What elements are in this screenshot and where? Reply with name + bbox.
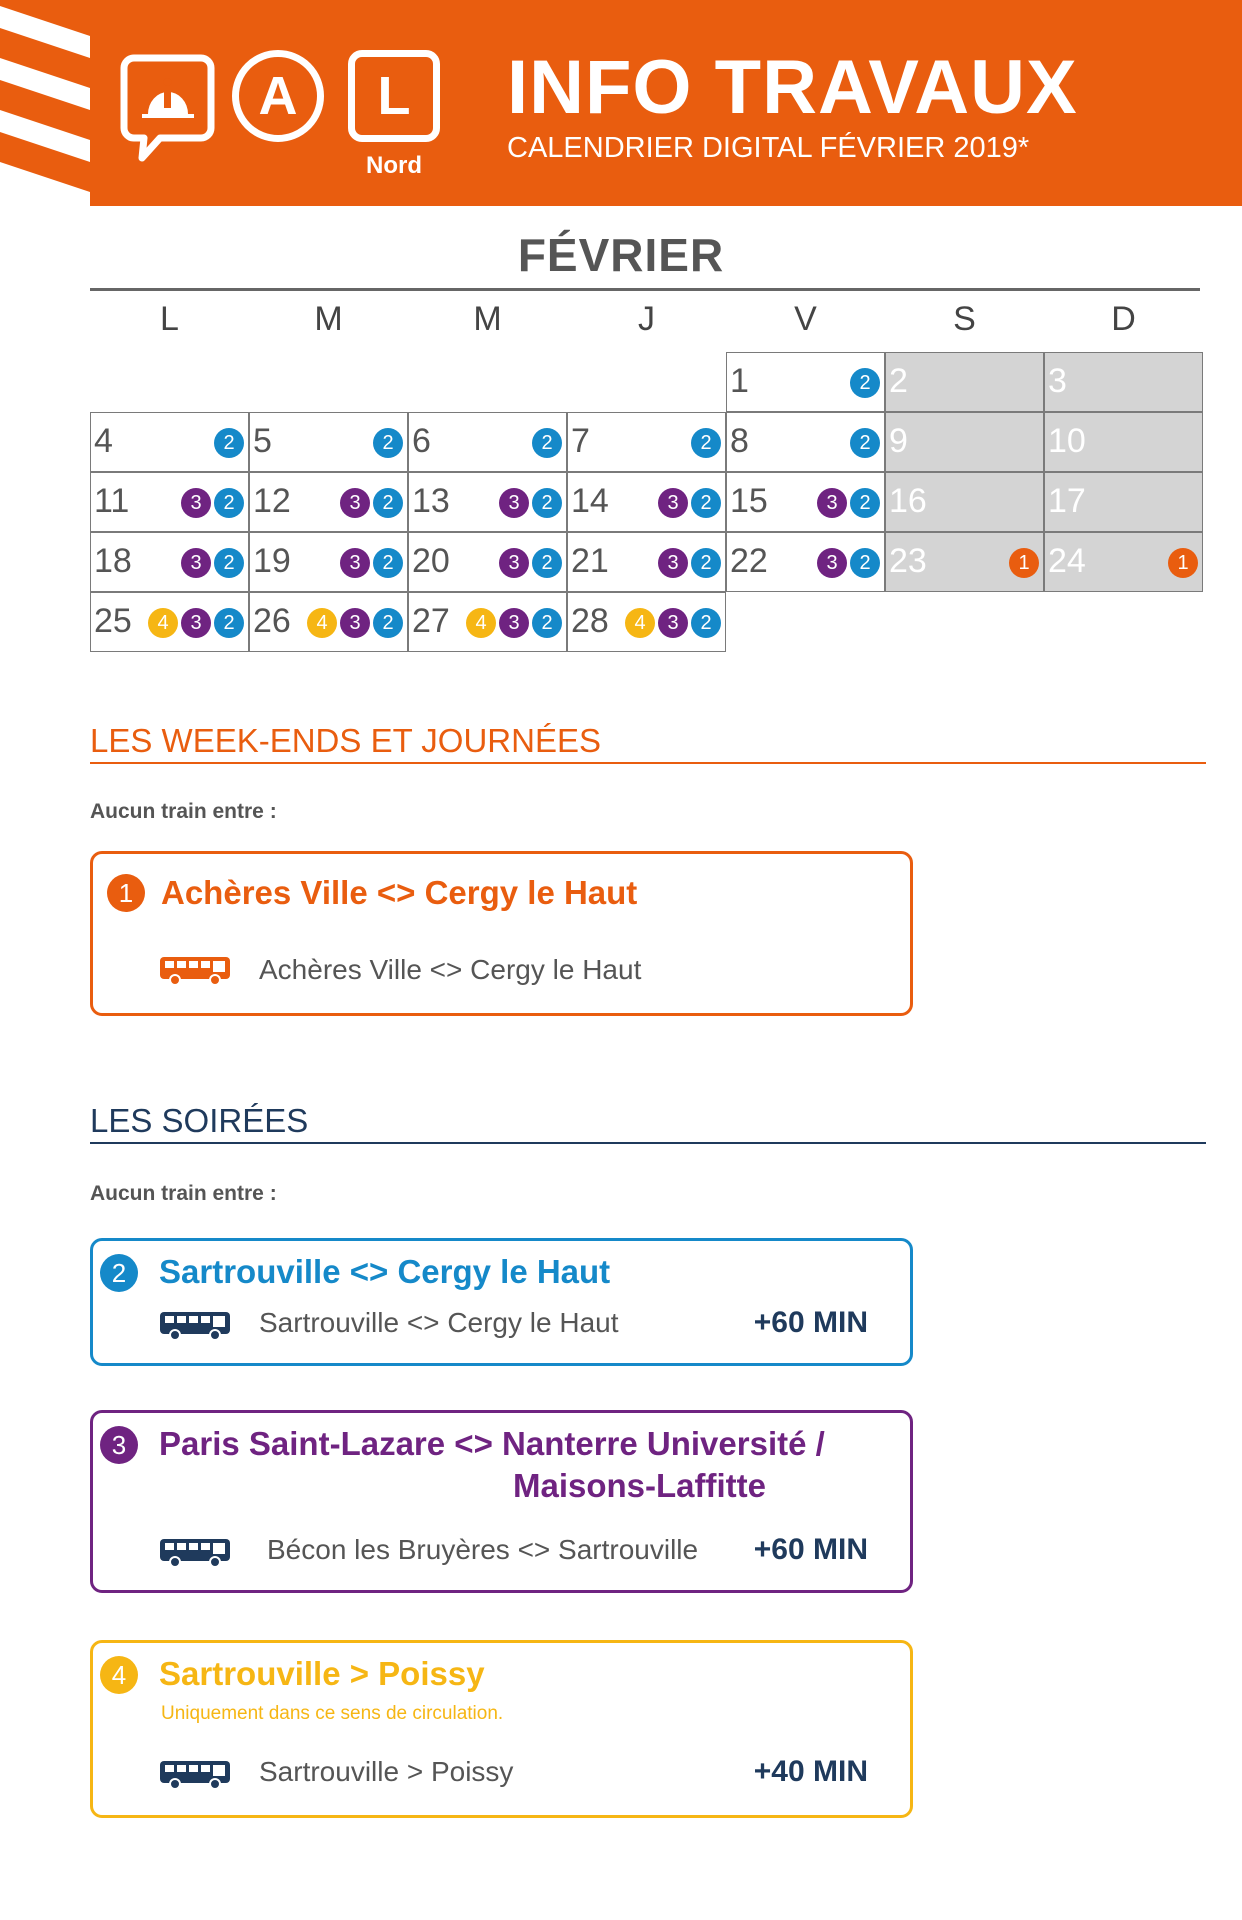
badge-3-icon: 3 xyxy=(499,608,529,638)
header-banner xyxy=(0,0,1242,206)
day-badges xyxy=(307,608,403,638)
calendar-day xyxy=(726,412,885,472)
weekday-header: V xyxy=(794,300,817,338)
day-badges xyxy=(817,548,880,578)
badge-3-icon: 3 xyxy=(100,1426,138,1464)
day-badges xyxy=(181,548,244,578)
day-number: 24 xyxy=(1048,542,1086,580)
day-number: 18 xyxy=(94,542,132,580)
day-badges xyxy=(148,608,244,638)
calendar-day xyxy=(1044,532,1203,592)
calendar-day xyxy=(90,412,249,472)
weekday-header: D xyxy=(1111,300,1136,338)
day-badges xyxy=(532,428,562,458)
calendar-day xyxy=(90,592,249,652)
day-number: 16 xyxy=(889,482,927,520)
extra-time: +40 MIN xyxy=(753,1755,868,1788)
extra-time: +60 MIN xyxy=(753,1306,868,1339)
card-title-line2: Maisons-Laffitte xyxy=(513,1467,767,1504)
day-number: 20 xyxy=(412,542,450,580)
calendar-day xyxy=(885,352,1044,412)
badge-3-icon: 3 xyxy=(817,488,847,518)
calendar-day xyxy=(408,412,567,472)
day-badges xyxy=(817,488,880,518)
badge-3-icon: 3 xyxy=(658,548,688,578)
badge-4-icon: 4 xyxy=(625,608,655,638)
calendar-day xyxy=(726,352,885,412)
day-number: 28 xyxy=(571,602,609,640)
card-title: Sartrouville <> Cergy le Haut xyxy=(159,1253,611,1290)
day-number: 14 xyxy=(571,482,609,520)
badge-2-icon: 2 xyxy=(373,548,403,578)
line-a-icon: A xyxy=(232,50,324,142)
extra-time: +60 MIN xyxy=(753,1533,868,1566)
day-number: 22 xyxy=(730,542,768,580)
day-number: 10 xyxy=(1048,422,1086,460)
day-badges xyxy=(658,548,721,578)
weekday-header: M xyxy=(314,300,343,338)
badge-2-icon: 2 xyxy=(373,608,403,638)
badge-4-icon: 4 xyxy=(100,1656,138,1694)
section-note: Aucun train entre : xyxy=(90,800,277,823)
day-number: 7 xyxy=(571,422,590,460)
calendar-day xyxy=(567,412,726,472)
badge-1-icon: 1 xyxy=(1009,548,1039,578)
page-title: INFO TRAVAUX xyxy=(507,45,1078,130)
day-badges xyxy=(340,488,403,518)
calendar-day xyxy=(249,532,408,592)
day-number: 23 xyxy=(889,542,927,580)
calendar-day xyxy=(726,532,885,592)
card-title: Achères Ville <> Cergy le Haut xyxy=(161,874,638,911)
page-subtitle: CALENDRIER DIGITAL FÉVRIER 2019* xyxy=(507,132,1030,164)
day-number: 6 xyxy=(412,422,431,460)
bus-route: Sartrouville > Poissy xyxy=(259,1756,514,1787)
calendar-day xyxy=(408,472,567,532)
badge-3-icon: 3 xyxy=(181,608,211,638)
weekday-header: M xyxy=(473,300,502,338)
disruption-card-4 xyxy=(90,1640,913,1818)
badge-2-icon: 2 xyxy=(691,548,721,578)
disruption-card-2 xyxy=(90,1238,913,1366)
section-note: Aucun train entre : xyxy=(90,1182,277,1205)
badge-3-icon: 3 xyxy=(181,488,211,518)
day-badges xyxy=(466,608,562,638)
day-number: 26 xyxy=(253,602,291,640)
day-badges xyxy=(625,608,721,638)
section-title-evenings: LES SOIRÉES xyxy=(90,1102,309,1139)
calendar-day xyxy=(90,532,249,592)
weekday-header: S xyxy=(953,300,976,338)
bus-icon xyxy=(159,1537,231,1569)
calendar-day xyxy=(90,472,249,532)
calendar-day xyxy=(408,532,567,592)
card-note: Uniquement dans ce sens de circulation. xyxy=(161,1703,504,1724)
calendar-day xyxy=(885,412,1044,472)
calendar-day xyxy=(1044,472,1203,532)
badge-2-icon: 2 xyxy=(850,548,880,578)
calendar-day xyxy=(249,592,408,652)
day-badges xyxy=(499,548,562,578)
badge-2-icon: 2 xyxy=(691,488,721,518)
badge-2-icon: 2 xyxy=(214,428,244,458)
badge-2-icon: 2 xyxy=(532,548,562,578)
badge-4-icon: 4 xyxy=(307,608,337,638)
line-l-icon: L xyxy=(348,50,440,142)
day-badges xyxy=(850,428,880,458)
bus-icon xyxy=(159,1759,231,1791)
weekday-header: J xyxy=(638,300,655,338)
badge-3-icon: 3 xyxy=(499,488,529,518)
bus-route: Sartrouville <> Cergy le Haut xyxy=(259,1307,619,1338)
badge-2-icon: 2 xyxy=(850,488,880,518)
bus-icon xyxy=(159,1310,231,1342)
day-number: 25 xyxy=(94,602,132,640)
badge-2-icon: 2 xyxy=(532,428,562,458)
calendar-day xyxy=(885,472,1044,532)
badge-2-icon: 2 xyxy=(691,608,721,638)
day-badges xyxy=(1009,548,1039,578)
day-badges xyxy=(691,428,721,458)
badge-2-icon: 2 xyxy=(373,428,403,458)
badge-3-icon: 3 xyxy=(658,488,688,518)
day-number: 13 xyxy=(412,482,450,520)
stripes-decoration xyxy=(0,0,90,206)
day-badges xyxy=(340,548,403,578)
badge-3-icon: 3 xyxy=(340,488,370,518)
calendar-day xyxy=(1044,412,1203,472)
badge-3-icon: 3 xyxy=(181,548,211,578)
day-number: 1 xyxy=(730,362,749,400)
weekday-header: L xyxy=(160,300,179,338)
badge-4-icon: 4 xyxy=(466,608,496,638)
day-number: 19 xyxy=(253,542,291,580)
bus-route: Bécon les Bruyères <> Sartrouville xyxy=(267,1534,699,1565)
card-title: Sartrouville > Poissy xyxy=(159,1655,485,1692)
calendar-day xyxy=(1044,352,1203,412)
badge-4-icon: 4 xyxy=(148,608,178,638)
calendar-day xyxy=(408,592,567,652)
badge-2-icon: 2 xyxy=(214,488,244,518)
day-badges xyxy=(181,488,244,518)
calendar-day xyxy=(567,592,726,652)
disruption-card-3 xyxy=(90,1410,913,1593)
calendar-day xyxy=(726,472,885,532)
badge-2-icon: 2 xyxy=(214,548,244,578)
badge-2-icon: 2 xyxy=(373,488,403,518)
day-number: 17 xyxy=(1048,482,1086,520)
badge-2-icon: 2 xyxy=(100,1254,138,1292)
day-number: 5 xyxy=(253,422,272,460)
section-divider xyxy=(90,762,1206,764)
day-number: 8 xyxy=(730,422,749,460)
badge-2-icon: 2 xyxy=(850,428,880,458)
day-badges xyxy=(850,368,880,398)
day-badges xyxy=(499,488,562,518)
day-number: 21 xyxy=(571,542,609,580)
badge-2-icon: 2 xyxy=(532,608,562,638)
badge-1-icon: 1 xyxy=(107,874,145,912)
badge-2-icon: 2 xyxy=(532,488,562,518)
calendar-day xyxy=(249,412,408,472)
badge-2-icon: 2 xyxy=(850,368,880,398)
calendar-day xyxy=(567,532,726,592)
calendar-day xyxy=(567,472,726,532)
line-l-caption: Nord xyxy=(366,152,422,179)
section-divider xyxy=(90,1142,1206,1144)
work-info-icon xyxy=(120,52,215,167)
calendar-day xyxy=(249,472,408,532)
disruption-card-1 xyxy=(90,851,913,1016)
badge-3-icon: 3 xyxy=(340,608,370,638)
day-number: 9 xyxy=(889,422,908,460)
badge-2-icon: 2 xyxy=(691,428,721,458)
day-number: 15 xyxy=(730,482,768,520)
day-badges xyxy=(373,428,403,458)
day-number: 27 xyxy=(412,602,450,640)
month-divider xyxy=(90,288,1200,291)
badge-3-icon: 3 xyxy=(499,548,529,578)
section-title-weekends: LES WEEK-ENDS ET JOURNÉES xyxy=(90,722,602,759)
bus-icon xyxy=(159,955,231,987)
day-number: 2 xyxy=(889,362,908,400)
day-badges xyxy=(658,488,721,518)
badge-3-icon: 3 xyxy=(817,548,847,578)
bus-route: Achères Ville <> Cergy le Haut xyxy=(259,954,642,985)
day-badges xyxy=(1168,548,1198,578)
day-number: 11 xyxy=(94,482,130,520)
calendar-month: FÉVRIER xyxy=(517,229,725,281)
card-title-line1: Paris Saint-Lazare <> Nanterre Université / xyxy=(159,1425,825,1462)
day-number: 12 xyxy=(253,482,291,520)
badge-3-icon: 3 xyxy=(340,548,370,578)
calendar-day xyxy=(885,532,1044,592)
day-number: 4 xyxy=(94,422,113,460)
badge-2-icon: 2 xyxy=(214,608,244,638)
badge-3-icon: 3 xyxy=(658,608,688,638)
badge-1-icon: 1 xyxy=(1168,548,1198,578)
day-badges xyxy=(214,428,244,458)
day-number: 3 xyxy=(1048,362,1067,400)
